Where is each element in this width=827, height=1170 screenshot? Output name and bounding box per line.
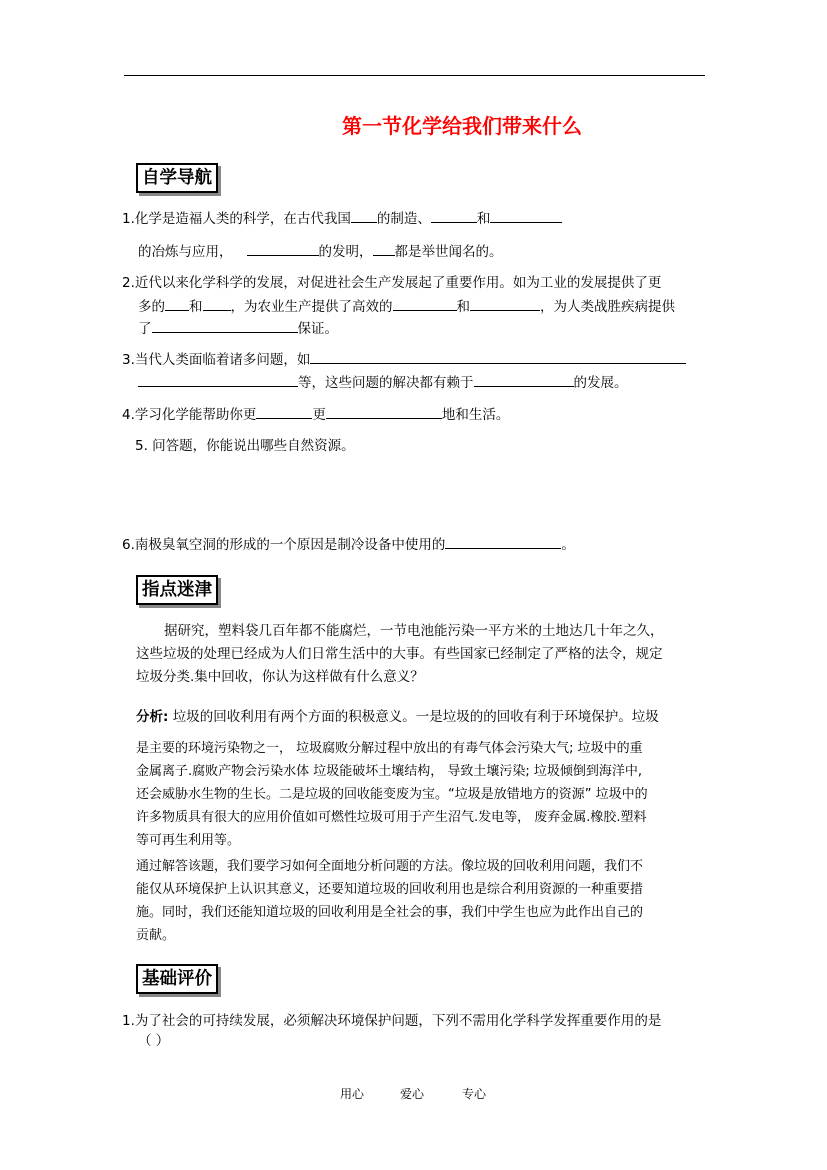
- blank[interactable]: [490, 207, 562, 223]
- blank[interactable]: [351, 207, 377, 223]
- question-1-line-2: 的冶炼与应用， 的发明， 都是举世闻名的。: [138, 240, 503, 263]
- blank[interactable]: [326, 403, 442, 419]
- section-self-study: 自学导航: [136, 163, 218, 193]
- blank[interactable]: [310, 348, 686, 364]
- analysis-line-1: 分析: 垃圾的回收利用有两个方面的积极意义。一是垃圾的的回收有利于环境保护。垃圾: [136, 709, 659, 725]
- question-2-line-2: 多的 和 ，为农业生产提供了高效的 和 ，为人类战胜疾病提供: [138, 295, 675, 318]
- conclusion-paragraph: 通过解答该题，我们要学习如何全面地分析问题的方法。像垃圾的回收利用问题，我们不 能仅从环境保护上认识其意义，还要知道垃圾的回收利用也是综合利用资源的一种重要措 施。同时，我们还能知道垃圾的回收利用是全社会的事，我们中学生也应为此作出自己的 贡献。: [136, 859, 644, 943]
- analysis-label: 分析:: [136, 709, 169, 725]
- blank[interactable]: [138, 371, 298, 387]
- blank[interactable]: [256, 403, 312, 419]
- blank[interactable]: [203, 295, 231, 311]
- blank[interactable]: [165, 295, 189, 311]
- question-4: 4.学习化学能帮助你更 更 地和生活。: [122, 403, 509, 426]
- eval-question-1-line-1: 1.为了社会的可持续发展，必须解决环境保护问题，下列不需用化学科学发挥重要作用的是: [122, 1013, 662, 1029]
- section-guide: 指点迷津: [136, 575, 218, 605]
- question-2-line-1: 2.近代以来化学科学的发展，对促进社会生产发展起了重要作用。如为工业的发展提供了更: [122, 275, 662, 291]
- blank[interactable]: [431, 207, 477, 223]
- blank[interactable]: [247, 240, 319, 256]
- question-6: 6.南极臭氧空洞的形成的一个原因是制冷设备中使用的 。: [122, 533, 575, 556]
- blank[interactable]: [373, 240, 395, 256]
- question-5: 5. 问答题，你能说出哪些自然资源。: [135, 438, 355, 454]
- footer-text-2: 爱心: [400, 1087, 425, 1101]
- blank[interactable]: [470, 295, 540, 311]
- question-3-line-2: 等，这些问题的解决都有赖于 的发展。: [138, 371, 628, 394]
- footer-text-1: 用心: [340, 1087, 365, 1101]
- question-1-line-1: 1.化学是造福人类的科学，在古代我国 的制造、 和: [122, 207, 562, 230]
- blank[interactable]: [474, 371, 574, 387]
- eval-question-1-line-2: （ ）: [138, 1033, 170, 1049]
- footer-text-3: 专心: [462, 1087, 487, 1101]
- question-2-line-3: 了 保证。: [138, 317, 338, 340]
- blank[interactable]: [152, 317, 298, 333]
- question-3-line-1: 3.当代人类面临着诸多问题，如: [122, 348, 686, 371]
- header-rule: [124, 75, 705, 76]
- blank[interactable]: [393, 295, 457, 311]
- section-basic-evaluation: 基础评价: [136, 964, 218, 994]
- page-title: 第一节化学给我们带来什么: [342, 114, 582, 138]
- analysis-paragraph: 是主要的环境污染物之一， 垃圾腐败分解过程中放出的有毒气体会污染大气; 垃圾中的重 金属离子.腐败产物会污染水体 垃圾能破坏土壤结构， 导致土壤污染; 垃圾倾倒到海洋中, 还会威胁水生物的生长。二是垃圾的回收能变废为宝。“垃圾是放错地方的资源” 垃圾中的 许多物质具有很大的应用价值如可燃性垃圾可用于产生沼气.发电等， 废弃金属.橡胶.塑料 等可再生利用等。: [136, 741, 648, 848]
- blank[interactable]: [445, 533, 561, 549]
- guide-paragraph: 据研究，塑料袋几百年都不能腐烂，一节电池能污染一平方米的土地达几十年之久， 这些垃圾的处理已经成为人们日常生活中的大事。有些国家已经制定了严格的法令，规定 垃圾分类.集中回收，你认为这样做有什么意义？: [136, 623, 664, 685]
